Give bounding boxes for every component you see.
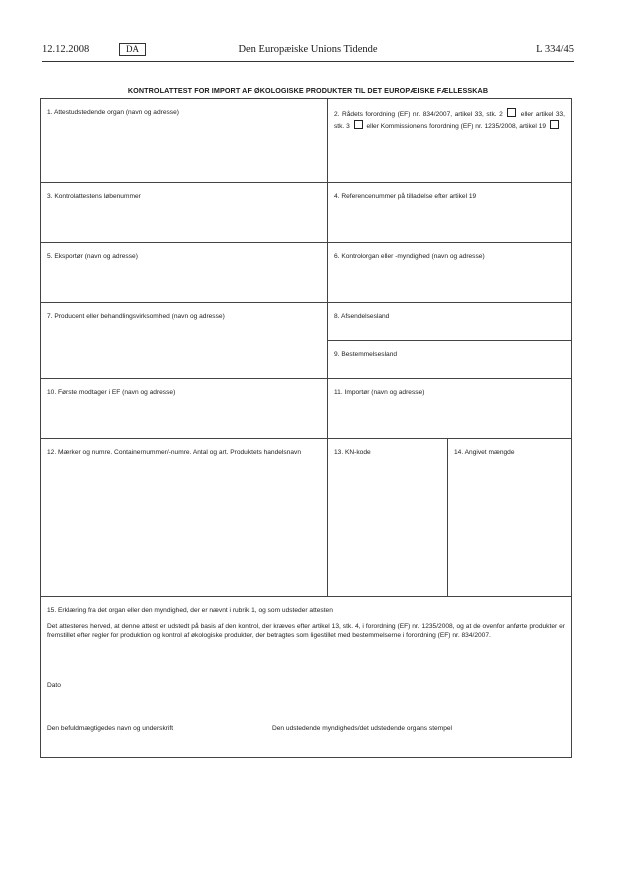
box-13-label: 13. KN-kode (334, 449, 371, 456)
box-11-label: 11. Importør (navn og adresse) (334, 389, 425, 396)
date-label: Dato (47, 682, 61, 689)
box-5-exporter (41, 243, 328, 303)
box-4-authorisation-reference (328, 183, 571, 243)
certificate-form (40, 98, 572, 758)
box-8-country-of-dispatch (328, 303, 571, 341)
box-9-label: 9. Bestemmelsesland (334, 351, 398, 358)
box-14-label: 14. Angivet mængde (454, 449, 515, 456)
checkbox-art33-stk3[interactable] (354, 120, 363, 129)
signature-label: Den befuldmægtigedes navn og underskrift (47, 725, 174, 732)
publication-date: 12.12.2008 (42, 44, 90, 55)
page-reference: L 334/45 (536, 44, 574, 55)
checkbox-art19[interactable] (550, 120, 559, 129)
checkbox-art33-stk2[interactable] (507, 108, 516, 117)
box-1-label: 1. Attestudstedende organ (navn og adresse) (47, 109, 179, 116)
box-14-declared-quantity (448, 439, 571, 597)
box-11-importer (328, 379, 571, 439)
box-7-label: 7. Producent eller behandlingsvirksomhed (navn og adresse) (47, 313, 225, 320)
box-2-label-part2: eller artikel 33, stk. 3 (334, 111, 565, 130)
box-12-marks-and-numbers (41, 439, 328, 597)
box-6-label: 6. Kontrolorgan eller -myndighed (navn og adresse) (334, 253, 485, 260)
box-4-label: 4. Referencenummer på tilladelse efter artikel 19 (334, 193, 477, 200)
page-header (42, 44, 574, 58)
box-12-label: 12. Mærker og numre. Containernummer/-numre. Antal og art. Produktets handelsnavn (47, 449, 301, 456)
declaration-text: Det attesteres herved, at denne attest er udstedt på basis af den kontrol, der kræves efter artikel 13, stk. 4, i forordning (EF) nr. 1235/2008, og at de ovenfor anførte produkter er fremstillet efter regler for produktion og kontrol af økologiske produkter, der betragtes som ligestillet med bestemmelserne i forordning (EF) nr. 834/2007. (47, 622, 565, 640)
box-10-first-consignee (41, 379, 328, 439)
box-2-regulation (328, 99, 571, 183)
box-13-cn-code (328, 439, 448, 597)
box-6-control-body (328, 243, 571, 303)
box-2-label-part3: eller Kommissionens forordning (EF) nr. 1235/2008, artikel 19 (366, 122, 547, 130)
box-8-label: 8. Afsendelsesland (334, 313, 390, 320)
box-7-producer (41, 303, 328, 379)
box-10-label: 10. Første modtager i EF (navn og adresse) (47, 389, 176, 396)
language-badge: DA (119, 43, 146, 56)
stamp-label: Den udstedende myndigheds/det udstedende organs stempel (272, 725, 452, 732)
box-9-country-of-destination (328, 341, 571, 379)
box-15-declaration (41, 597, 571, 757)
header-rule (42, 61, 574, 62)
declaration-title: 15. Erklæring fra det organ eller den myndighed, der er nævnt i rubrik 1, og som udsteder attesten (47, 607, 333, 614)
box-3-label: 3. Kontrolattestens løbenummer (47, 193, 141, 200)
box-2-label-part1: 2. Rådets forordning (EF) nr. 834/2007, artikel 33, stk. 2 (334, 111, 503, 118)
box-1-issuing-body (41, 99, 328, 183)
box-3-serial-number (41, 183, 328, 243)
box-5-label: 5. Eksportør (navn og adresse) (47, 253, 138, 260)
journal-title: Den Europæiske Unions Tidende (238, 44, 378, 55)
form-title: KONTROLATTEST FOR IMPORT AF ØKOLOGISKE PRODUKTER TIL DET EUROPÆISKE FÆLLESSKAB (127, 86, 489, 95)
